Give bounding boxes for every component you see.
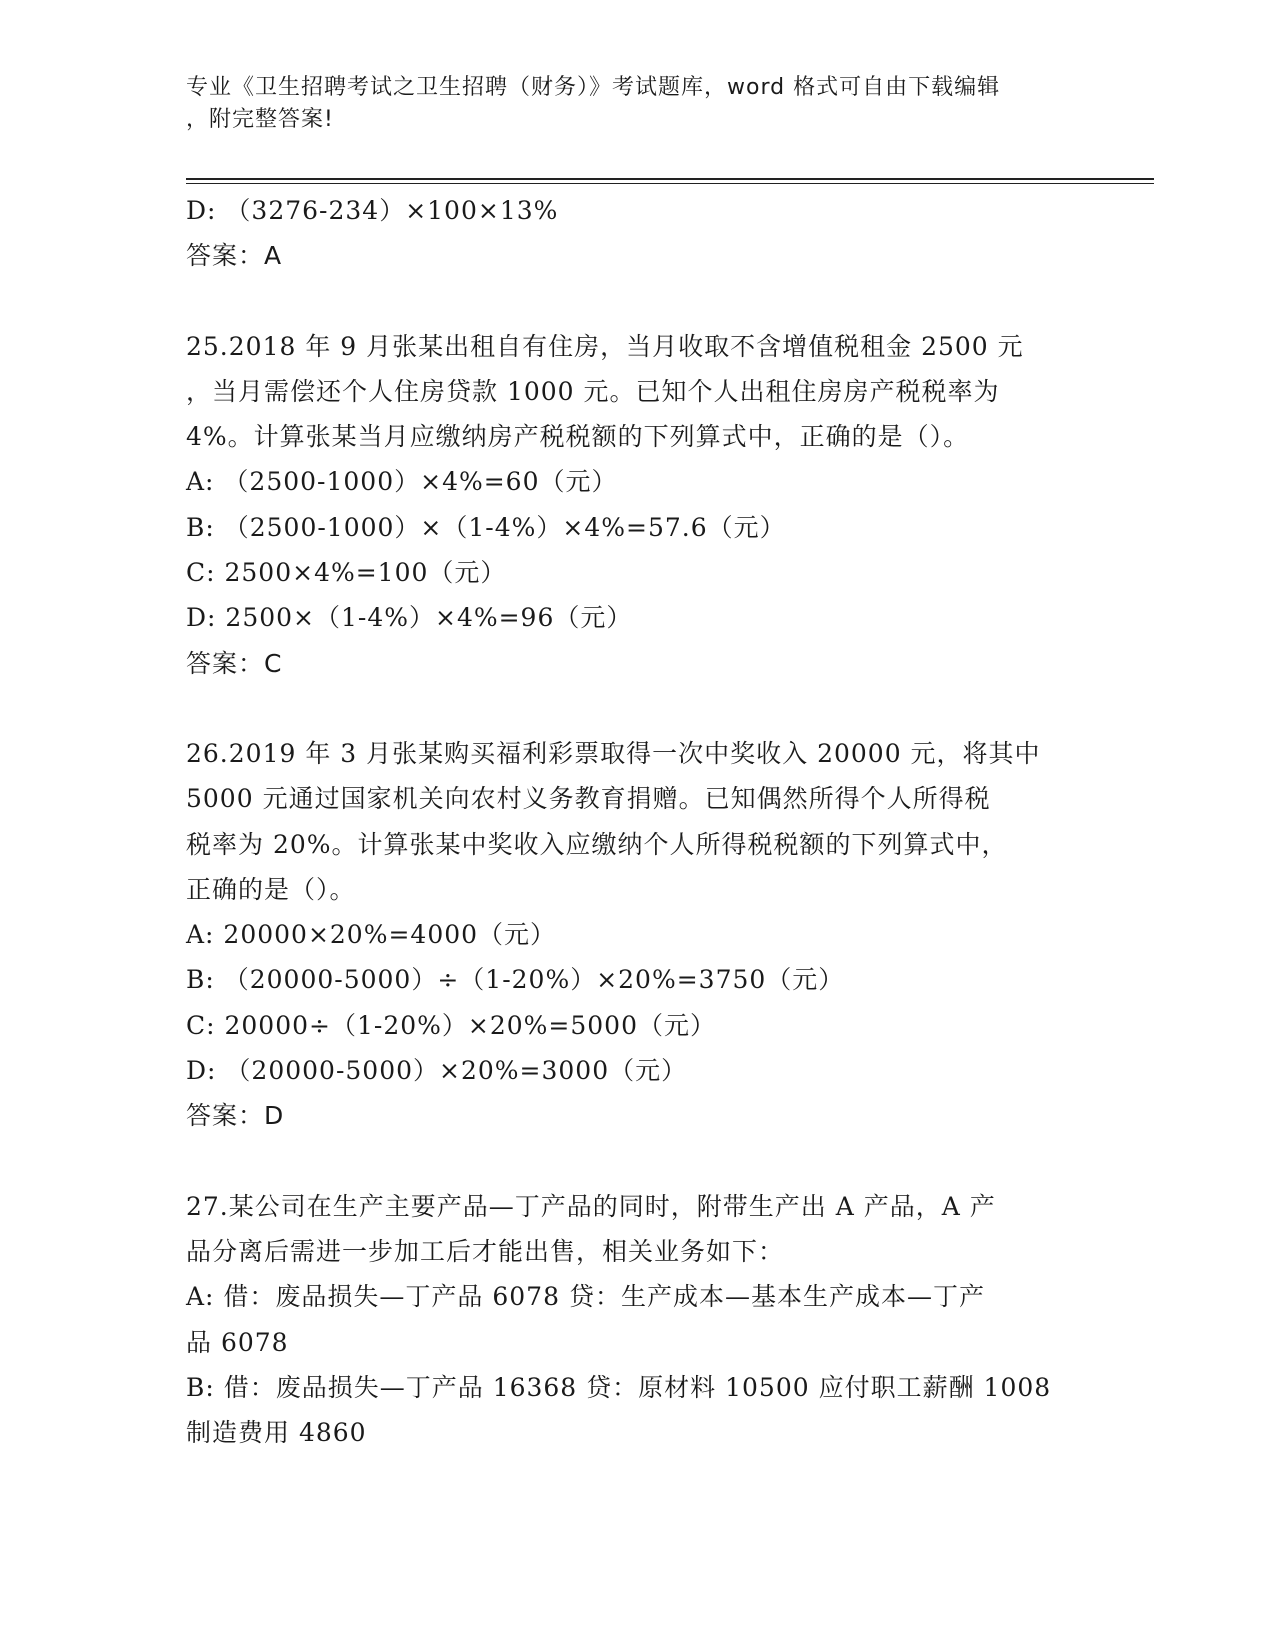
- q25-option-b: B: （2500-1000）×（1-4%）×4%=57.6（元）: [186, 512, 786, 542]
- q27-stem-line-2: 品分离后需进一步加工后才能出售，相关业务如下：: [186, 1236, 785, 1266]
- page-header: [186, 72, 1066, 136]
- q27-option-b-line-2: 制造费用 4860: [186, 1418, 367, 1448]
- q26-option-d: D: （20000-5000）×20%=3000（元）: [186, 1056, 688, 1086]
- q25-option-c: C: 2500×4%=100（元）: [186, 558, 507, 588]
- header-divider-thick: [186, 178, 1154, 180]
- header-line-2: ，附完整答案!: [186, 107, 334, 132]
- spacer: [186, 279, 1076, 324]
- question-25: [186, 324, 1076, 686]
- q26-answer: 答案：D: [186, 1101, 285, 1131]
- q25-answer: 答案：C: [186, 648, 283, 678]
- q26-option-a: A: 20000×20%=4000（元）: [186, 920, 557, 950]
- q25-option-d: D: 2500×（1-4%）×4%=96（元）: [186, 603, 633, 633]
- q26-stem-line-2: 5000 元通过国家机关向农村义务教育捐赠。已知偶然所得个人所得税: [186, 784, 991, 814]
- prev-answer: 答案：A: [186, 241, 283, 271]
- spacer: [186, 686, 1076, 731]
- q27-option-a-line-1: A: 借：废品损失—丁产品 6078 贷：生产成本—基本生产成本—丁产: [186, 1282, 985, 1312]
- q27-stem-line-1: 27.某公司在生产主要产品—丁产品的同时，附带生产出 A 产品，A 产: [186, 1191, 996, 1221]
- q26-stem-line-1: 26.2019 年 3 月张某购买福利彩票取得一次中奖收入 20000 元，将其中: [186, 738, 1041, 768]
- q26-stem-line-3: 税率为 20%。计算张某中奖收入应缴纳个人所得税税额的下列算式中，: [186, 829, 1008, 859]
- spacer: [186, 1139, 1076, 1184]
- q26-option-c: C: 20000÷（1-20%）×20%=5000（元）: [186, 1010, 716, 1040]
- question-27: [186, 1184, 1076, 1456]
- prev-option-d: D: （3276-234）×100×13%: [186, 196, 559, 225]
- q25-option-a: A: （2500-1000）×4%=60（元）: [186, 467, 618, 497]
- q27-option-b-line-1: B: 借：废品损失—丁产品 16368 贷：原材料 10500 应付职工薪酬 1008: [186, 1372, 1052, 1402]
- q25-stem-line-3: 4%。计算张某当月应缴纳房产税税额的下列算式中，正确的是（）。: [186, 422, 970, 452]
- question-26: [186, 731, 1076, 1139]
- q25-stem-line-2: ，当月需偿还个人住房贷款 1000 元。已知个人出租住房房产税税率为: [186, 376, 1000, 406]
- q25-stem-line-1: 25.2018 年 9 月张某出租自有住房，当月收取不含增值税租金 2500 元: [186, 331, 1024, 361]
- q26-stem-line-4: 正确的是（）。: [186, 874, 356, 904]
- question-body: [186, 188, 1076, 1455]
- q26-option-b: B: （20000-5000）÷（1-20%）×20%=3750（元）: [186, 965, 845, 995]
- header-divider-thin: [186, 183, 1154, 184]
- header-line-1: 专业《卫生招聘考试之卫生招聘（财务）》考试题库，word 格式可自由下载编辑: [186, 75, 1001, 100]
- q27-option-a-line-2: 品 6078: [186, 1327, 289, 1357]
